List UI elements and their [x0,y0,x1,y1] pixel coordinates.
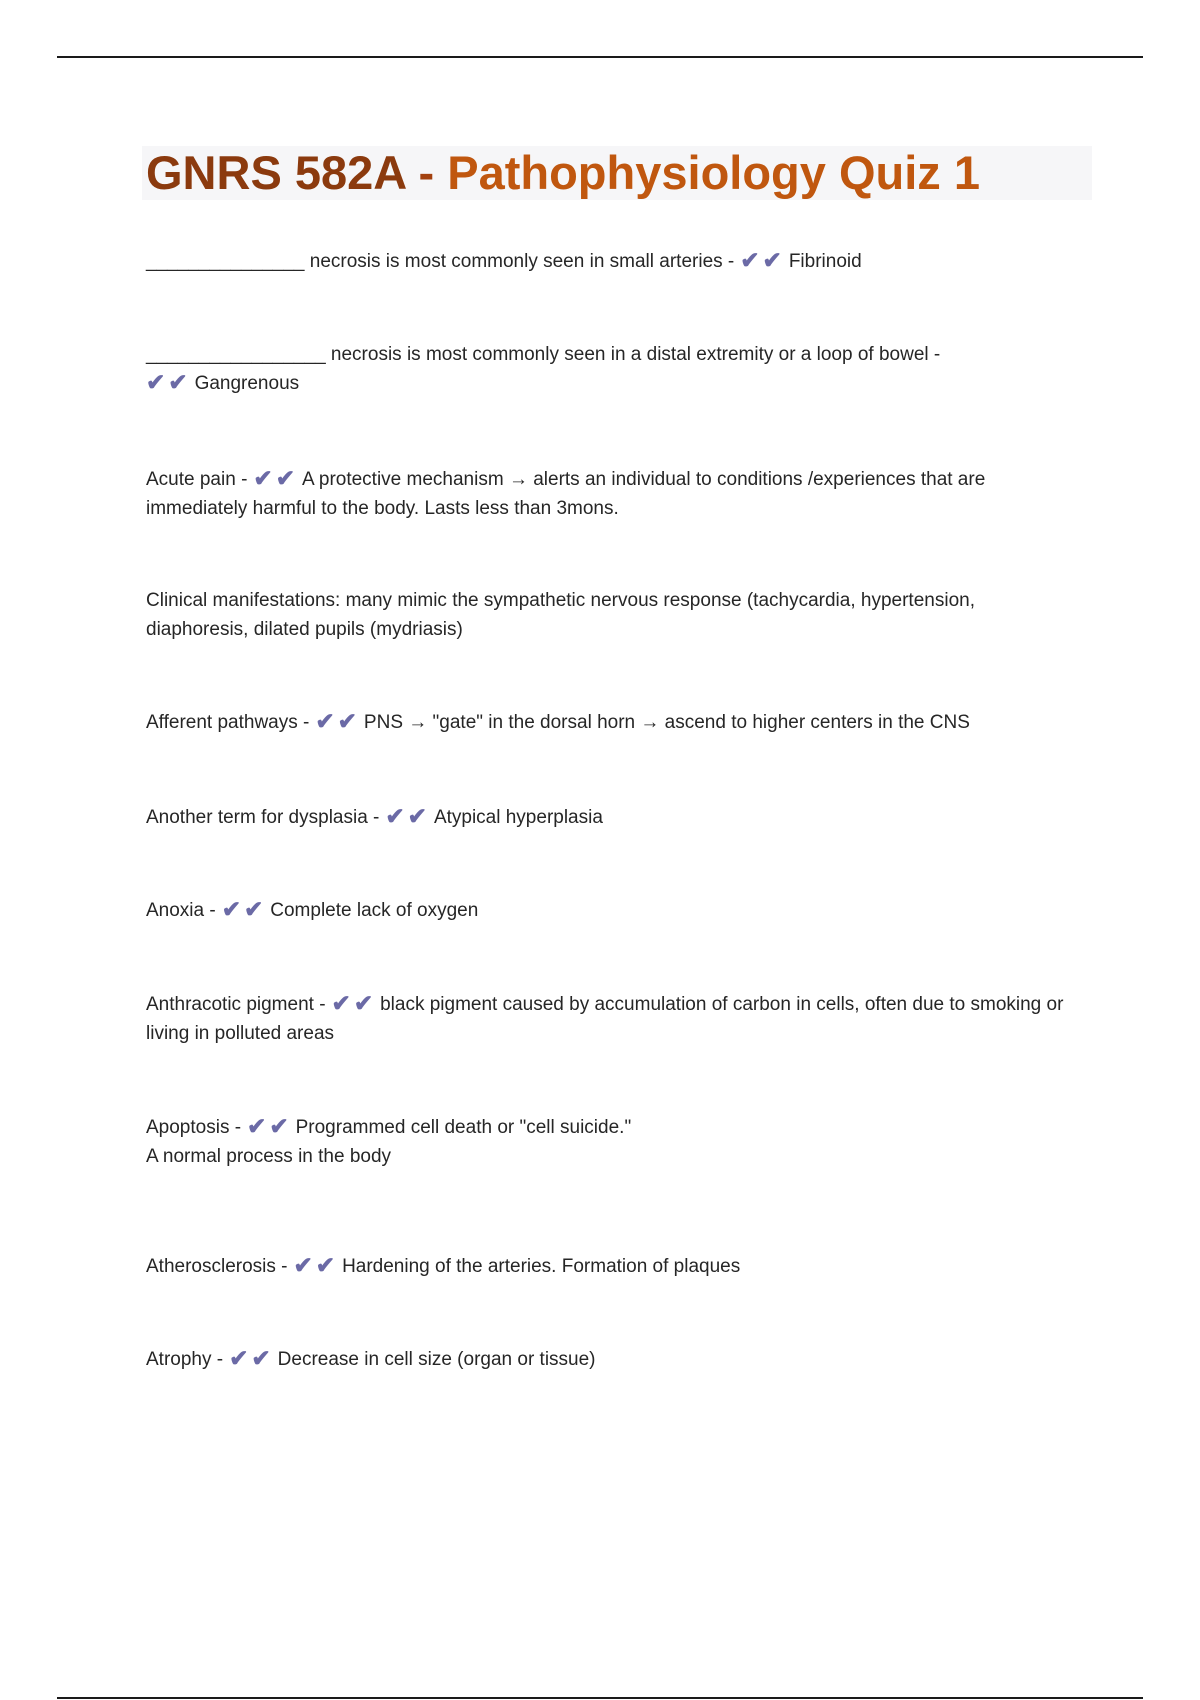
flashcard-item [146,896,1066,925]
check-icon: ✔ [407,803,427,829]
flashcard-item [146,990,1066,1048]
check-icon: ✔ [331,990,351,1016]
term-text: Atrophy - [146,1349,224,1370]
term-text: Acute pain - [146,469,248,490]
title-code: GNRS 582A [146,146,406,199]
answer-text: Gangrenous [194,373,300,394]
check-icon: ✔ [293,1252,313,1278]
check-icon: ✔ [221,896,241,922]
answer-text: A protective mechanism → alerts an individual to conditions /experiences that are immediately harmful to the body. Lasts less than 3mons. [146,469,986,519]
check-icon: ✔ [353,990,374,1016]
answer-text: Programmed cell death or "cell suicide." [295,1117,632,1138]
check-icon: ✔ [740,247,760,273]
check-icon: ✔ [253,465,273,491]
flashcard-item [146,247,1066,276]
flashcard-item [146,1345,1066,1374]
flashcard-item [146,340,1066,398]
check-icon: ✔ [337,708,357,734]
check-icon: ✔ [247,1113,267,1139]
check-icon: ✔ [229,1345,249,1371]
answer-text: black pigment caused by accumulation of carbon in cells, often due to smoking or living in polluted areas [146,994,1064,1044]
term-text: Afferent pathways - [146,712,310,733]
term-text: Anthracotic pigment - [146,994,326,1015]
check-icon: ✔ [275,465,295,491]
flashcard-item [146,708,1066,737]
answer-text: Complete lack of oxygen [270,900,479,921]
flashcard-item [146,1252,1066,1281]
term-text: _________________ necrosis is most commonly seen in a distal extremity or a loop of bowel - [146,344,941,365]
answer-text: PNS → "gate" in the dorsal horn → ascend to higher centers in the CNS [363,712,970,733]
term-text: Anoxia - [146,900,216,921]
answer-text: Hardening of the arteries. Formation of plaques [342,1256,741,1277]
answer-text: Fibrinoid [788,251,862,272]
term-text: Apoptosis - [146,1117,242,1138]
page-title [146,144,980,202]
note-text: A normal process in the body [146,1146,392,1167]
bottom-rule [57,1697,1143,1699]
check-icon: ✔ [315,1252,336,1278]
flashcard-item [146,803,1066,832]
check-icon: ✔ [251,1345,271,1371]
check-icon: ✔ [243,896,264,922]
check-icon: ✔ [146,369,166,395]
flashcard-item [146,1113,1066,1171]
flashcard-item [146,586,1066,644]
check-icon: ✔ [269,1113,289,1139]
top-rule [57,56,1143,58]
check-icon: ✔ [762,247,782,273]
check-icon: ✔ [315,708,335,734]
check-icon: ✔ [168,369,188,395]
term-text: _______________ necrosis is most commonly seen in small arteries - [146,251,735,272]
title-name: Pathophysiology Quiz 1 [447,146,980,199]
answer-text: Decrease in cell size (organ or tissue) [277,1349,596,1370]
term-text: Atherosclerosis - [146,1256,288,1277]
answer-text: Atypical hyperplasia [433,807,603,828]
title-separator: - [405,146,448,199]
note-text: Clinical manifestations: many mimic the sympathetic nervous response (tachycardia, hypertension, diaphoresis, dilated pupils (mydriasis) [146,590,975,640]
check-icon: ✔ [385,803,405,829]
term-text: Another term for dysplasia - [146,807,380,828]
flashcard-item [146,465,1066,523]
